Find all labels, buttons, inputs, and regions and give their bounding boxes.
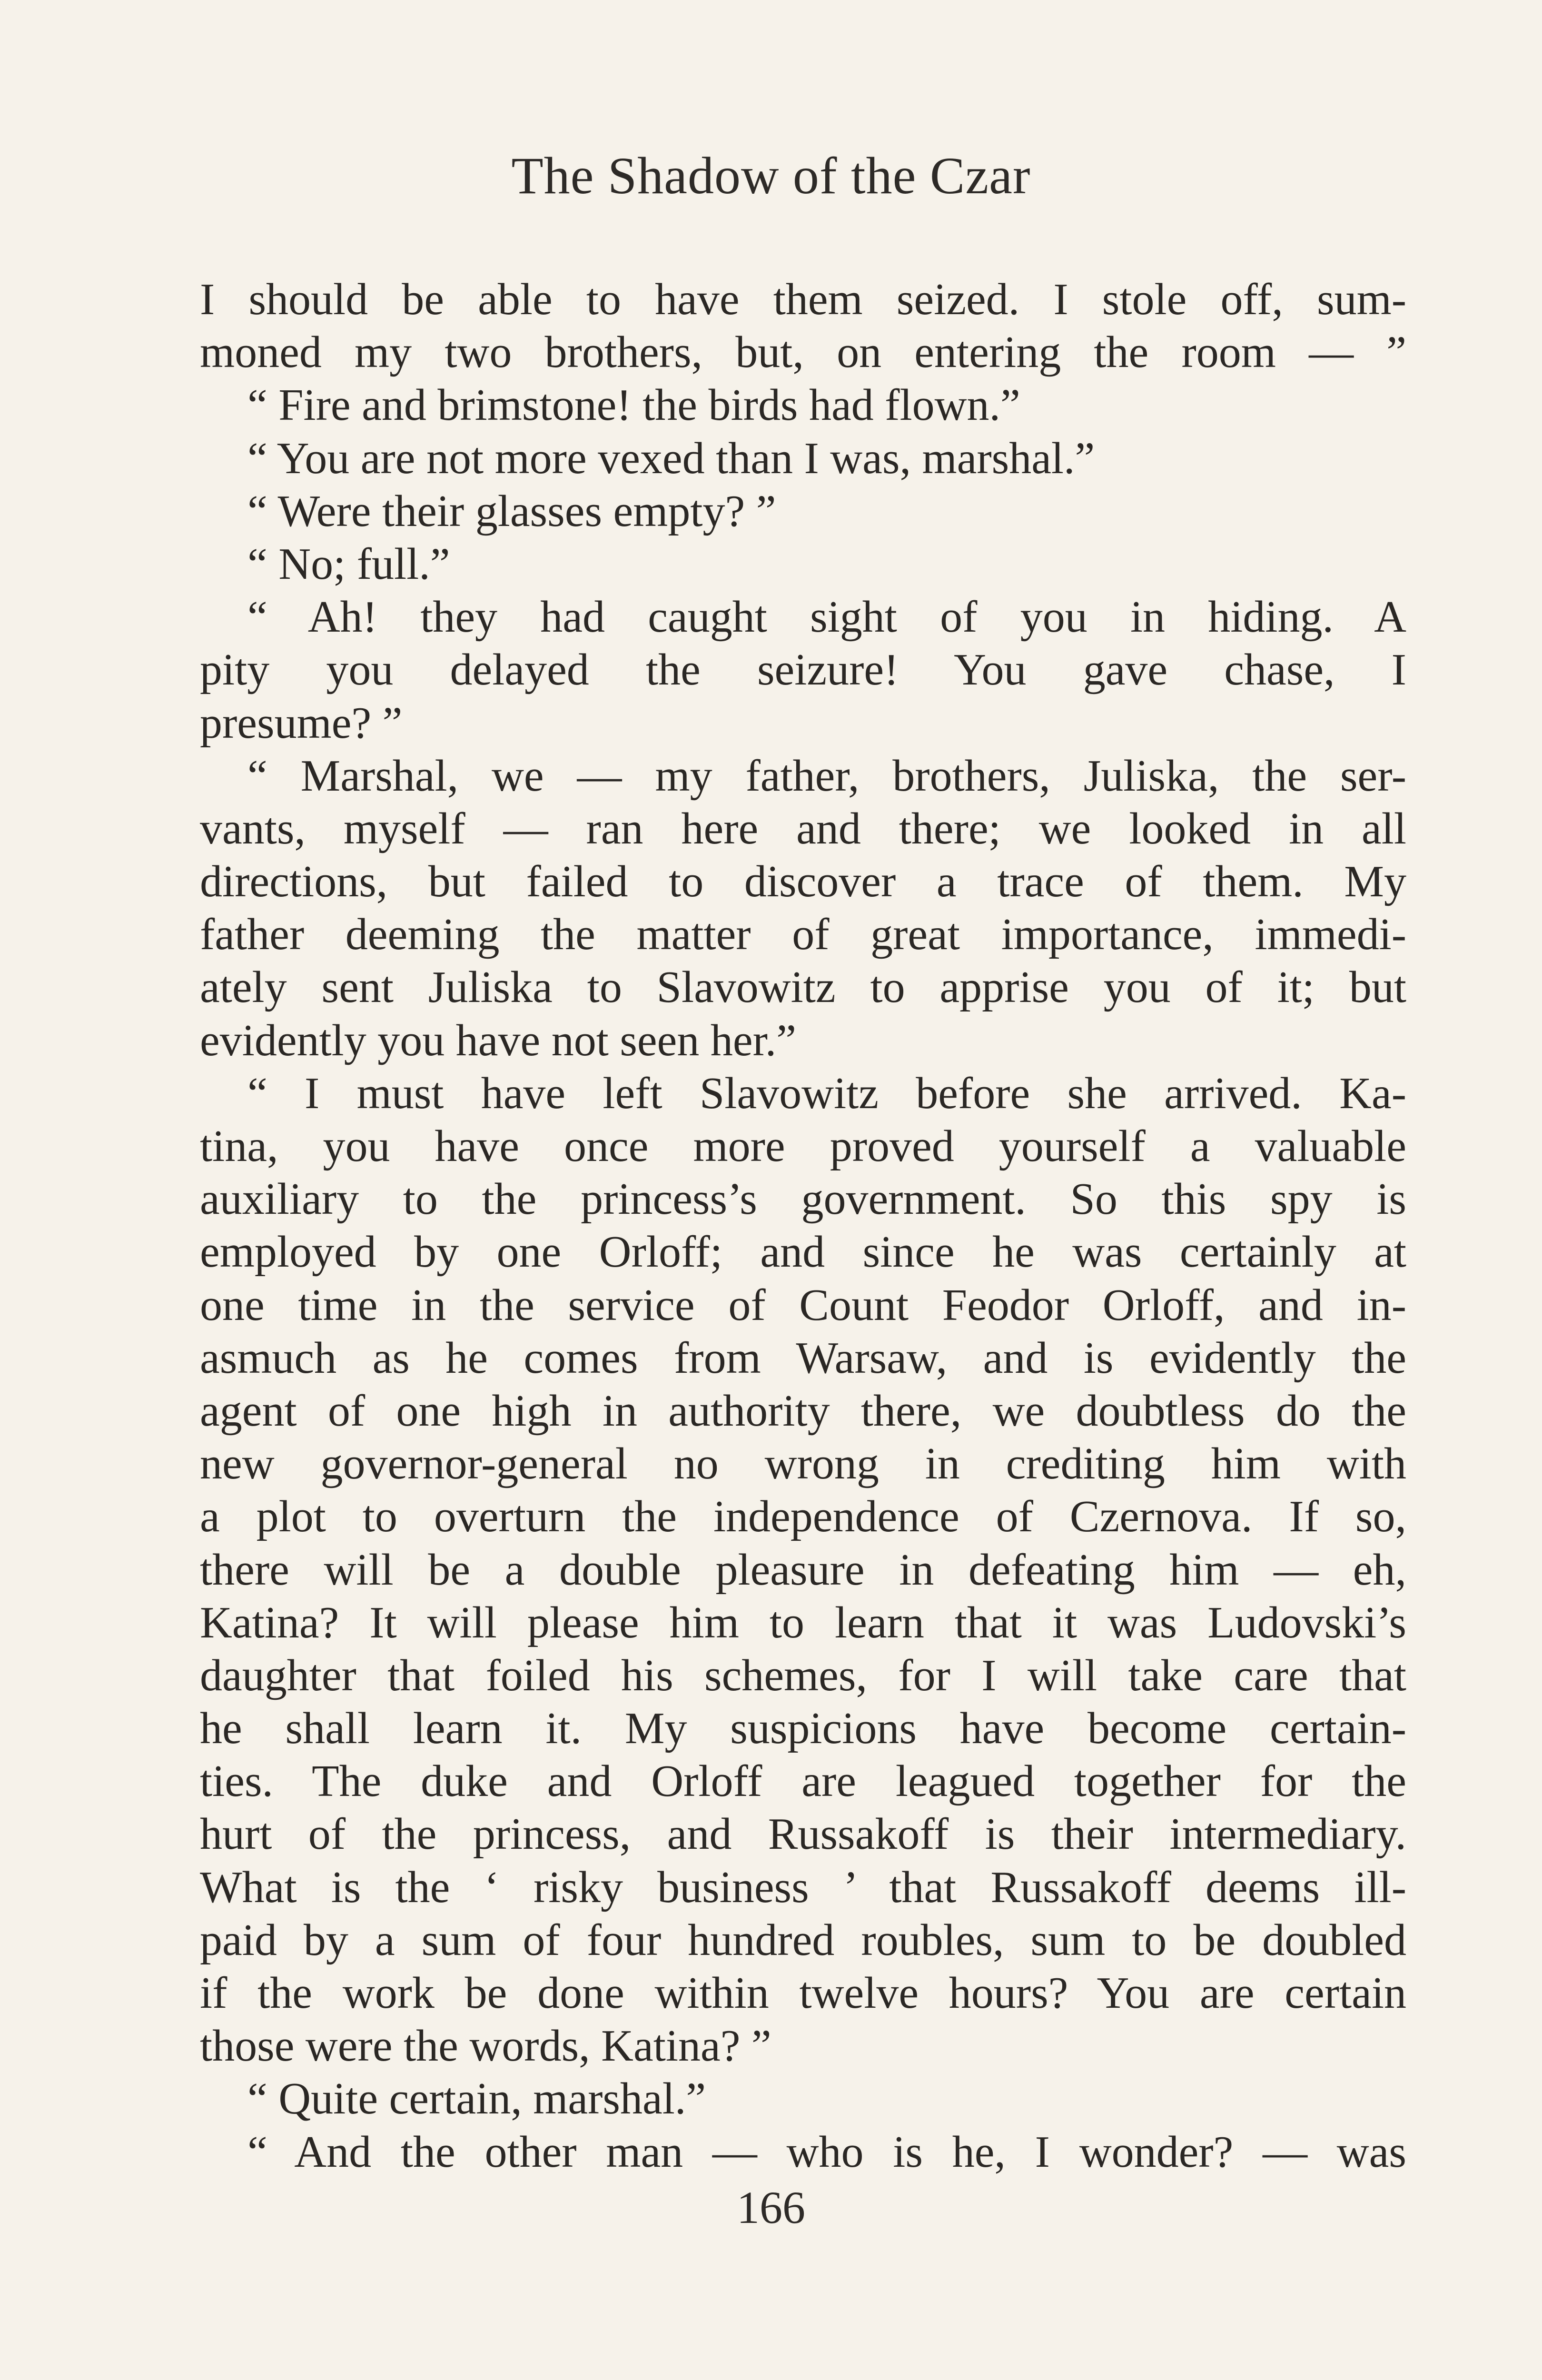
text-line: one time in the service of Count Feodor Orloff, and in- xyxy=(200,1280,1406,1330)
text-line: ately sent Juliska to Slavowitz to apprise you of it; but xyxy=(200,962,1406,1012)
text-line: I should be able to have them seized. I stole off, sum- xyxy=(200,275,1406,324)
text-line: daughter that foiled his schemes, for I will take care that xyxy=(200,1650,1406,1700)
text-line: “ Marshal, we — my father, brothers, Juliska, the ser- xyxy=(247,751,1406,801)
text-line: Katina? It will please him to learn that it was Ludovski’s xyxy=(200,1597,1406,1647)
text-line: hurt of the princess, and Russakoff is their intermediary. xyxy=(200,1809,1406,1859)
text-line: father deeming the matter of great importance, immedi- xyxy=(200,910,1406,960)
text-line: employed by one Orloff; and since he was certainly at xyxy=(200,1227,1406,1277)
text-line: evidently you have not seen her.” xyxy=(200,1015,796,1065)
page-title: The Shadow of the Czar xyxy=(511,147,1031,205)
page-number: 166 xyxy=(737,2182,805,2233)
text-line: What is the ‘ risky business ’ that Russakoff deems ill- xyxy=(200,1862,1406,1912)
text-line: “ No; full.” xyxy=(247,539,450,589)
text-line: there will be a double pleasure in defeating him — eh, xyxy=(200,1545,1406,1595)
text-line: moned my two brothers, but, on entering the room — ” xyxy=(200,327,1406,377)
text-line: directions, but failed to discover a trace of them. My xyxy=(200,857,1406,907)
text-line: vants, myself — ran here and there; we looked in all xyxy=(200,803,1406,853)
text-line: asmuch as he comes from Warsaw, and is evidently the xyxy=(200,1333,1406,1383)
text-line: ties. The duke and Orloff are leagued together for the xyxy=(200,1756,1406,1806)
text-line: “ Fire and brimstone! the birds had flown.” xyxy=(247,380,1020,430)
text-line: “ I must have left Slavowitz before she arrived. Ka- xyxy=(247,1068,1406,1118)
text-line: “ Quite certain, marshal.” xyxy=(247,2074,706,2124)
text-line: pity you delayed the seizure! You gave chase, I xyxy=(200,645,1406,695)
text-line: if the work be done within twelve hours? You are certain xyxy=(200,1968,1406,2018)
text-line: presume? ” xyxy=(200,698,403,748)
text-line: agent of one high in authority there, we doubtless do the xyxy=(200,1386,1406,1436)
text-line: “ And the other man — who is he, I wonder? — was xyxy=(247,2127,1406,2177)
text-line: “ Ah! they had caught sight of you in hiding. A xyxy=(247,592,1406,642)
text-line: those were the words, Katina? ” xyxy=(200,2021,771,2071)
text-line: “ Were their glasses empty? ” xyxy=(247,486,776,536)
text-line: “ You are not more vexed than I was, marshal.” xyxy=(247,433,1095,483)
text-line: new governor-general no wrong in crediting him with xyxy=(200,1439,1406,1489)
text-line: auxiliary to the princess’s government. So this spy is xyxy=(200,1174,1406,1224)
body-text xyxy=(200,273,1406,2179)
text-line: a plot to overturn the independence of Czernova. If so, xyxy=(200,1492,1406,1542)
text-line: paid by a sum of four hundred roubles, sum to be doubled xyxy=(200,1915,1406,1965)
text-line: he shall learn it. My suspicions have become certain- xyxy=(200,1704,1406,1754)
text-line: tina, you have once more proved yourself a valuable xyxy=(200,1121,1406,1171)
